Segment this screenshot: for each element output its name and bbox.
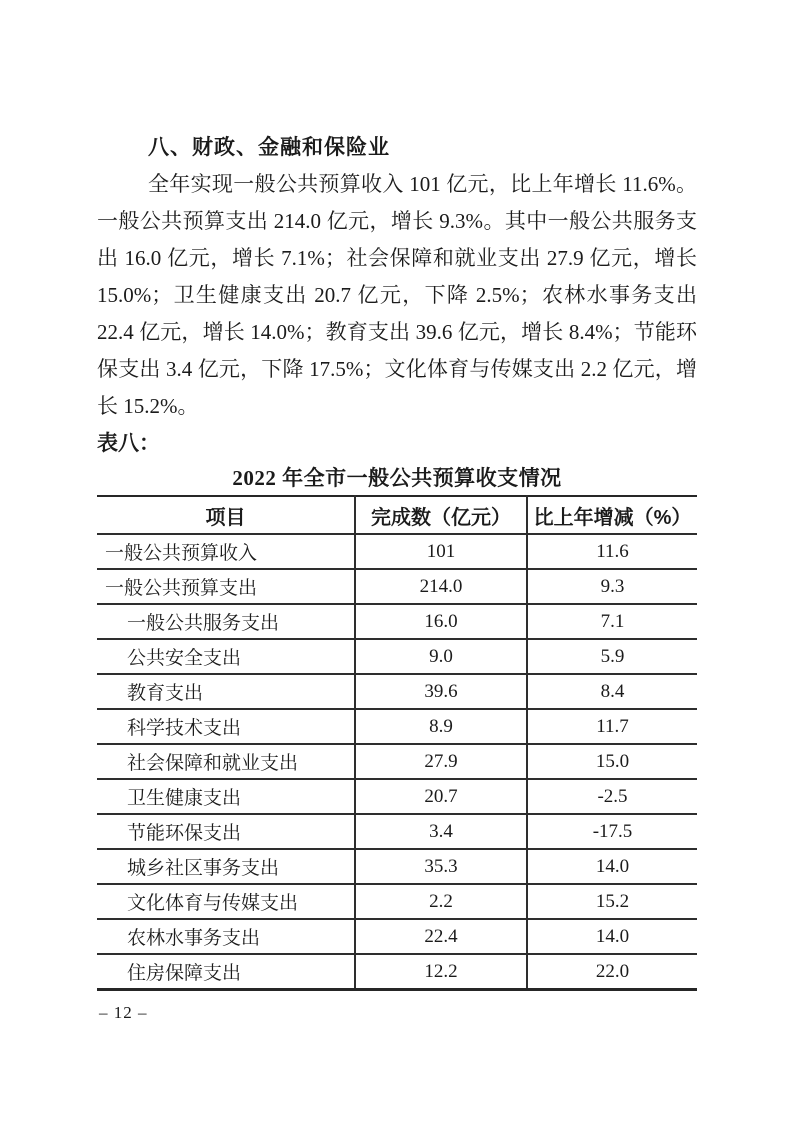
item-cell: 一般公共预算支出 [97, 569, 355, 604]
item-cell: 城乡社区事务支出 [97, 849, 355, 884]
value-cell: 3.4 [355, 814, 527, 849]
item-cell: 科学技术支出 [97, 709, 355, 744]
table-row [97, 709, 697, 744]
table-row [97, 744, 697, 779]
table-row [97, 569, 697, 604]
item-cell: 卫生健康支出 [97, 779, 355, 814]
value-cell: 35.3 [355, 849, 527, 884]
table-row [97, 674, 697, 709]
section-heading: 八、财政、金融和保险业 [148, 136, 390, 159]
table-row [97, 814, 697, 849]
item-cell: 教育支出 [97, 674, 355, 709]
change-cell: 5.9 [600, 645, 625, 667]
change-cell: 7.1 [600, 610, 625, 632]
change-cell: 14.0 [595, 925, 630, 947]
item-cell: 节能环保支出 [97, 814, 355, 849]
value-cell: 27.9 [355, 744, 527, 779]
value-cell: 101 [355, 534, 527, 569]
value-cell: 8.9 [355, 709, 527, 744]
change-cell: 22.0 [595, 960, 630, 982]
table-row [97, 604, 697, 639]
item-cell: 公共安全支出 [97, 639, 355, 674]
header-value: 完成数（亿元） [355, 496, 527, 534]
value-cell: 12.2 [355, 954, 527, 990]
value-cell: 2.2 [355, 884, 527, 919]
change-cell: 15.2 [595, 890, 630, 912]
change-cell: 9.3 [600, 575, 625, 597]
change-cell: 15.0 [595, 750, 630, 772]
change-cell: -2.5 [597, 785, 628, 807]
item-cell: 一般公共服务支出 [97, 604, 355, 639]
page-content [97, 0, 697, 1023]
item-cell: 住房保障支出 [97, 954, 355, 990]
table-label: 表八： [97, 432, 160, 455]
value-cell: 9.0 [355, 639, 527, 674]
value-cell: 16.0 [355, 604, 527, 639]
value-cell: 20.7 [355, 779, 527, 814]
budget-table [97, 495, 697, 991]
value-cell: 22.4 [355, 919, 527, 954]
table-header-row [97, 496, 697, 534]
table-row [97, 954, 697, 990]
table-row [97, 779, 697, 814]
header-item: 项目 [97, 496, 355, 534]
value-cell: 39.6 [355, 674, 527, 709]
item-cell: 农林水事务支出 [97, 919, 355, 954]
table-row [97, 534, 697, 569]
body-paragraph: 全年实现一般公共预算收入 101 亿元，比上年增长 11.6%。一般公共预算支出 214.0 亿元，增长 9.3%。其中一般公共服务支出 16.0 亿元，增长 7.1%；社会保障和就业支出 27.9 亿元，增长 15.0%；卫生健康支出 20.7 亿元，下降 2.5%；农林水事务支出 22.4 亿元，增长 14.0%；教育支出 39.6 亿元，增长 8.4%；节能环保支出 3.4 亿元，下降 17.5%；文化体育与传媒支出 2.2 亿元，增长 15.2%。 [97, 172, 697, 418]
table-row [97, 639, 697, 674]
header-change: 比上年增减（%） [533, 506, 692, 529]
change-cell: 11.7 [596, 715, 629, 737]
change-cell: 14.0 [595, 855, 630, 877]
table-row [97, 919, 697, 954]
value-cell: 214.0 [355, 569, 527, 604]
item-cell: 一般公共预算收入 [97, 534, 355, 569]
table-row [97, 884, 697, 919]
item-cell: 文化体育与传媒支出 [97, 884, 355, 919]
change-cell: 11.6 [596, 540, 629, 562]
page-number: – 12 – [99, 1003, 148, 1022]
item-cell: 社会保障和就业支出 [97, 744, 355, 779]
change-cell: 8.4 [600, 680, 625, 702]
change-cell: -17.5 [592, 820, 633, 842]
table-row [97, 849, 697, 884]
table-title: 2022 年全市一般公共预算收支情况 [232, 466, 562, 490]
